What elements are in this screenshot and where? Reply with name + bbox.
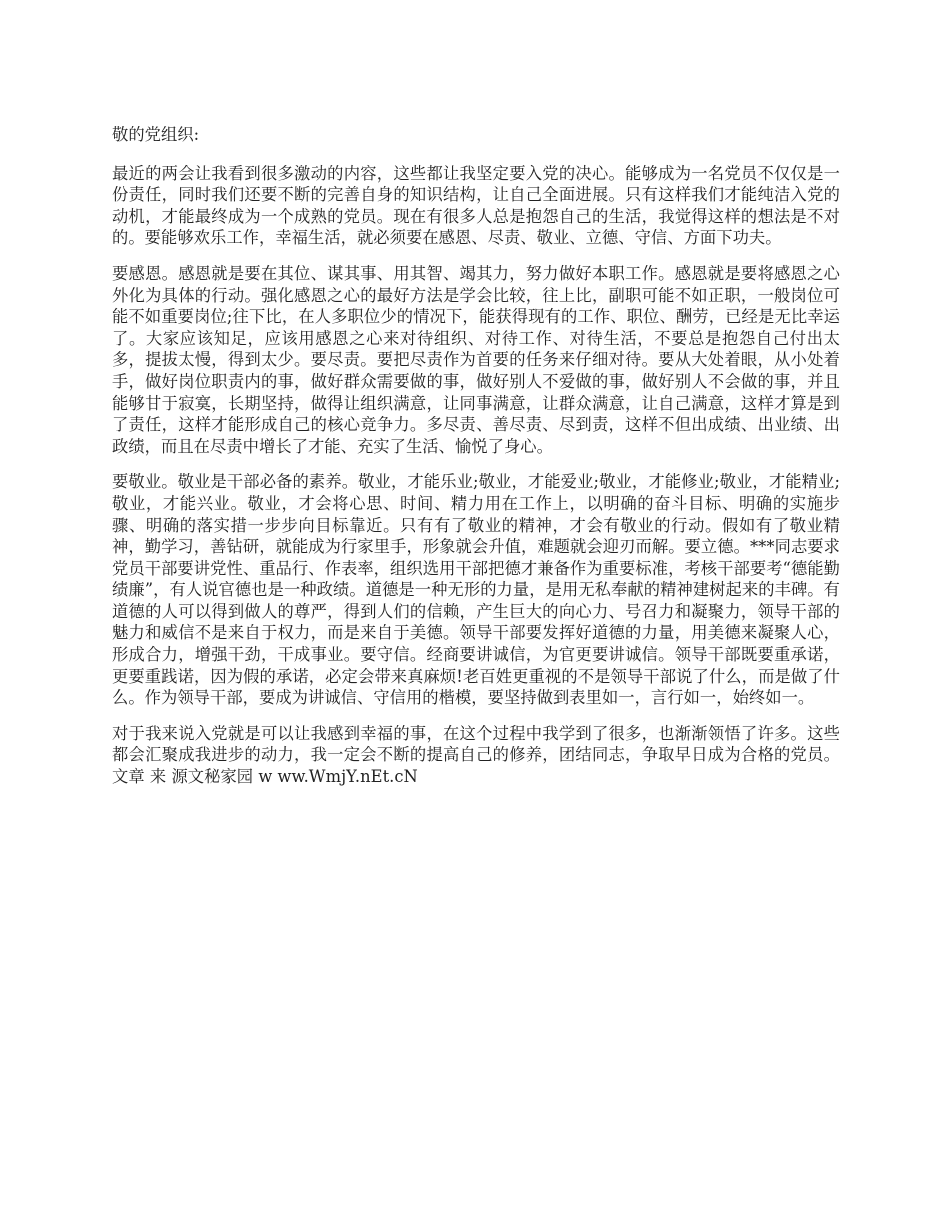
paragraph-conclusion: 对于我来说入党就是可以让我感到幸福的事，在这个过程中我学到了很多，也渐渐领悟了许多。这些都会汇聚成我进步的动力，我一定会不断的提高自己的修养，团结同志，争取早日成为合格的党员。 文章 来 源文秘家园 w ww.WmjY.nEt.cN <box>112 723 840 787</box>
paragraph-intro: 最近的两会让我看到很多激动的内容，这些都让我坚定要入党的决心。能够成为一名党员不仅仅是一份责任，同时我们还要不断的完善自身的知识结构，让自己全面进展。只有这样我们才能纯洁入党的动机，才能最终成为一个成熟的党员。现在有很多人总是抱怨自己的生活，我觉得这样的想法是不对的。要能够欢乐工作，幸福生活，就必须要在感恩、尽责、敬业、立德、守信、方面下功夫。 <box>112 163 840 248</box>
document-body <box>112 124 840 788</box>
paragraph-gratitude-responsibility: 要感恩。感恩就是要在其位、谋其事、用其智、竭其力，努力做好本职工作。感恩就是要将感恩之心外化为具体的行动。强化感恩之心的最好方法是学会比较，往上比，副职可能不如正职，一般岗位可能不如重要岗位;往下比，在人多职位少的情况下，能获得现有的工作、职位、酬劳，已经是无比幸运了。大家应该知足，应该用感恩之心来对待组织、对待工作、对待生活，不要总是抱怨自己付出太多，提拔太慢，得到太少。要尽责。要把尽责作为首要的任务来仔细对待。要从大处着眼，从小处着手，做好岗位职责内的事，做好群众需要做的事，做好别人不爱做的事，做好别人不会做的事，并且能够甘于寂寞，长期坚持，做得让组织满意，让同事满意，让群众满意，让自己满意，这样才算是到了责任，这样才能形成自己的核心竞争力。多尽责、善尽责、尽到责，这样不但出成绩、出业绩、出政绩，而且在尽责中增长了才能、充实了生活、愉悦了身心。 <box>112 263 840 456</box>
paragraph-dedication-morality-trust: 要敬业。敬业是干部必备的素养。敬业，才能乐业;敬业，才能爱业;敬业，才能修业;敬业，才能精业;敬业，才能兴业。敬业，才会将心思、时间、精力用在工作上，以明确的奋斗目标、明确的实施步骤、明确的落实措一步步向目标靠近。只有有了敬业的精神，才会有敬业的行动。假如有了敬业精神，勤学习，善钻研，就能成为行家里手，形象就会升值，难题就会迎刃而解。要立德。***同志要求党员干部要讲党性、重品行、作表率，组织选用干部把德才兼备作为重要标准，考核干部要考“德能勤绩廉”，有人说官德也是一种政绩。道德是一种无形的力量，是用无私奉献的精神建树起来的丰碑。有道德的人可以得到做人的尊严，得到人们的信赖，产生巨大的向心力、号召力和凝聚力，领导干部的魅力和威信不是来自于权力，而是来自于美德。领导干部要发挥好道德的力量，用美德来凝聚人心，形成合力，增强干劲，干成事业。要守信。经商要讲诚信，为官更要讲诚信。领导干部既要重承诺，更要重践诺，因为假的承诺，必定会带来真麻烦!老百姓更重视的不是领导干部说了什么，而是做了什么。作为领导干部，要成为讲诚信、守信用的楷模，要坚持做到表里如一，言行如一，始终如一。 <box>112 472 840 708</box>
salutation: 敬的党组织: <box>112 125 200 144</box>
